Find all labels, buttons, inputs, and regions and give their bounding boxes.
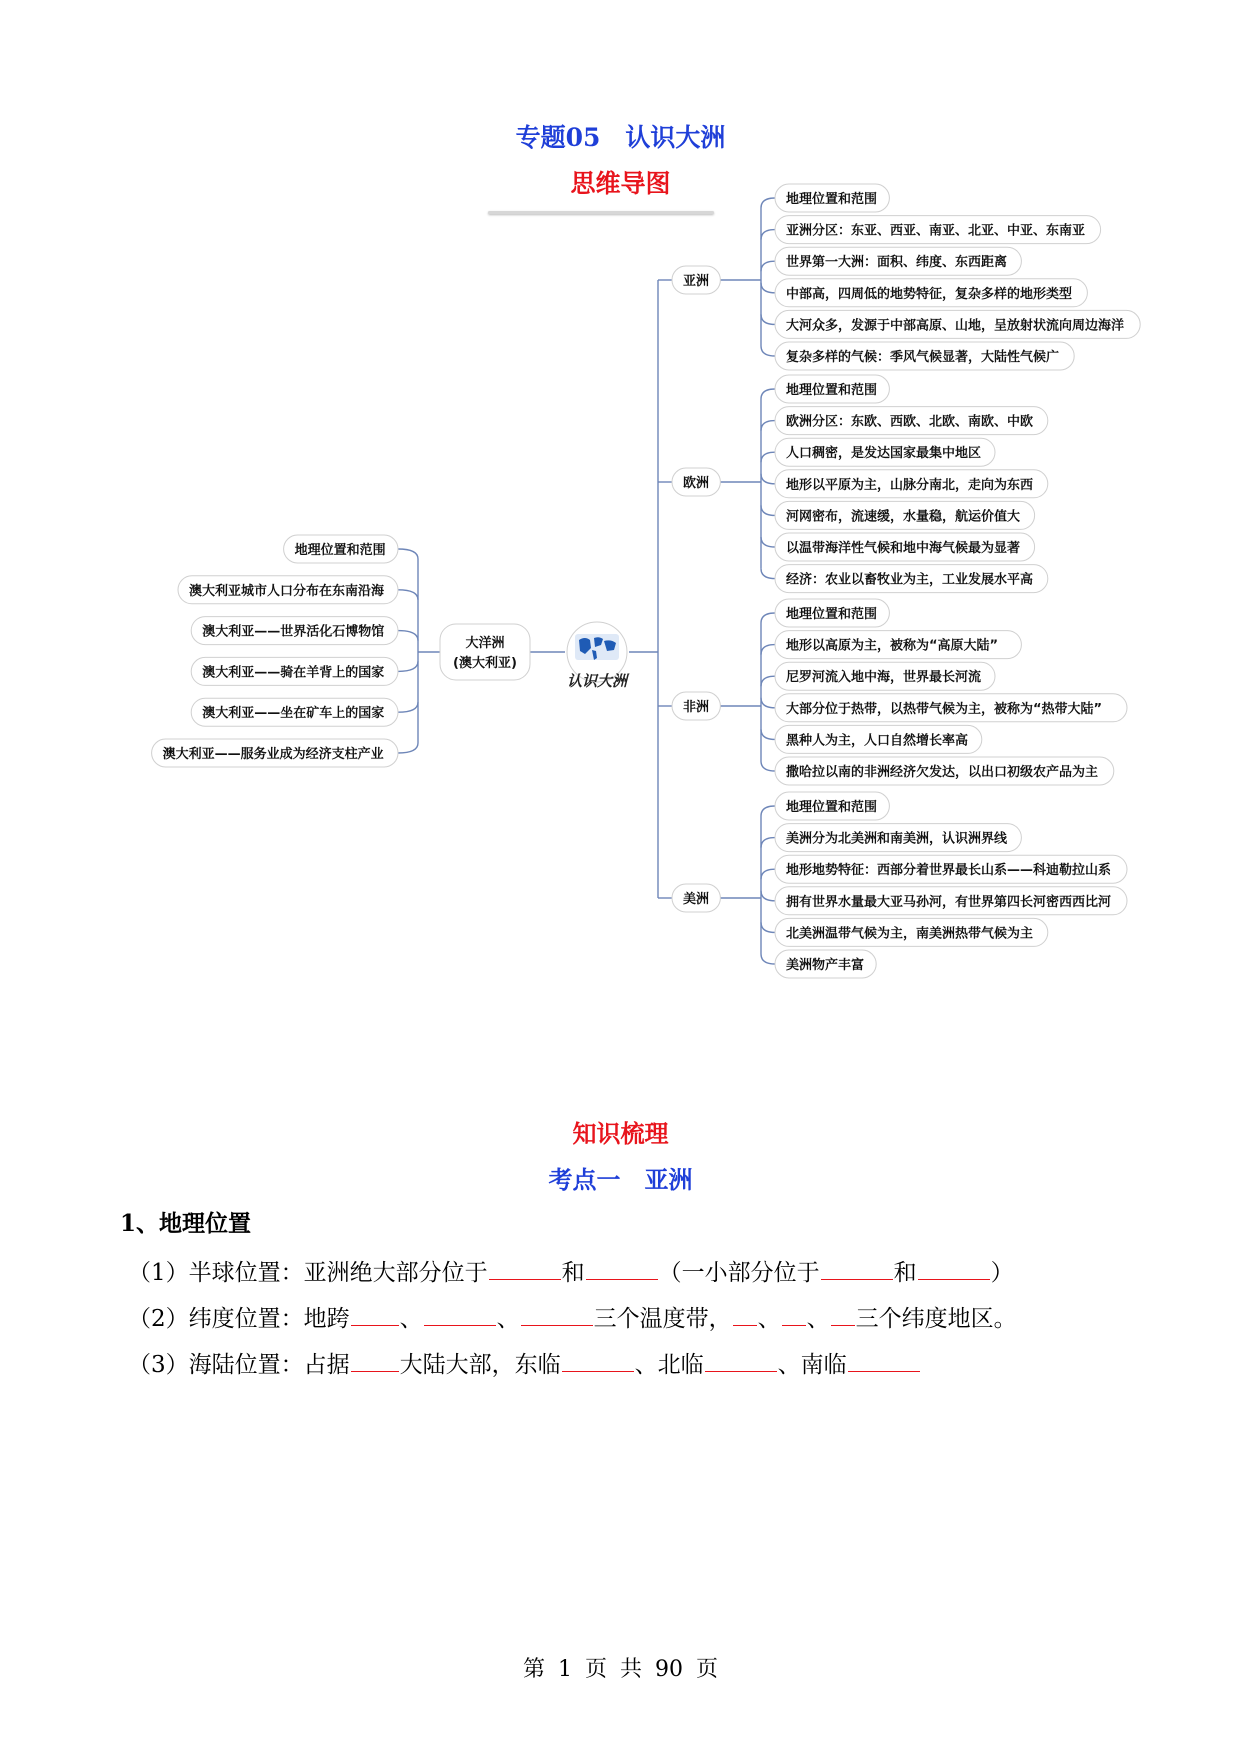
topic-node bbox=[775, 694, 1127, 722]
topic-node-label: 北美洲温带气候为主，南美洲热带气候为主 bbox=[786, 926, 1034, 942]
topic-node-label: 世界第一大洲：面积、纬度、东西距离 bbox=[786, 255, 1008, 271]
topic-node bbox=[775, 631, 1021, 659]
topic-node bbox=[775, 279, 1087, 307]
topic-node bbox=[775, 824, 1021, 852]
topic-node bbox=[775, 470, 1048, 498]
page-footer: 第 1 页 共 90 页 bbox=[523, 1657, 718, 1682]
topic-node bbox=[775, 757, 1114, 785]
question-1: （1）半球位置：亚洲绝大部分位于 和 （一小部分位于 和 ） bbox=[128, 1254, 1014, 1287]
topic-node bbox=[775, 247, 1021, 275]
topic-node-label: 地理位置和范围 bbox=[786, 383, 878, 398]
topic-node-label: 大河众多，发源于中部高原、山地，呈放射状流向周边海洋 bbox=[786, 318, 1125, 334]
topic-node bbox=[775, 501, 1035, 529]
answer-blank[interactable] bbox=[351, 1349, 399, 1372]
continent-node bbox=[672, 692, 720, 720]
answer-blank[interactable] bbox=[521, 1303, 593, 1326]
topic-node-label: 拥有世界水量最大亚马孙河，有世界第四长河密西西比河 bbox=[786, 894, 1112, 910]
page-subtitle: 思维导图 bbox=[570, 169, 671, 198]
topic-node bbox=[284, 535, 398, 563]
oceania-label-line1: 大洋洲 bbox=[465, 636, 505, 651]
topic-node-label: 中部高，四周低的地势特征，复杂多样的地形类型 bbox=[786, 286, 1073, 302]
topic-node bbox=[191, 617, 398, 645]
topic-node bbox=[775, 310, 1140, 338]
continent-node-label: 欧洲 bbox=[683, 476, 710, 491]
mind-map-root-label: 认识大洲 bbox=[566, 672, 628, 690]
topic-node-label: 欧洲分区：东欧、西欧、北欧、南欧、中欧 bbox=[786, 414, 1034, 430]
topic-node-label: 美洲分为北美洲和南美洲，认识洲界线 bbox=[786, 831, 1008, 847]
topic-node bbox=[775, 565, 1048, 593]
topic-node bbox=[775, 855, 1127, 883]
topic-node-label: 地形以高原为主，被称为“高原大陆” bbox=[786, 638, 999, 654]
topic-node-label: 澳大利亚——服务业成为经济支柱产业 bbox=[162, 747, 384, 762]
answer-blank[interactable] bbox=[831, 1303, 855, 1326]
globe-icon bbox=[575, 634, 619, 660]
continent-node-label: 非洲 bbox=[683, 700, 710, 715]
topic-node-label: 地形地势特征：西部分着世界最长山系——科迪勒拉山系 bbox=[786, 863, 1112, 879]
topic-node-label: 澳大利亚——坐在矿车上的国家 bbox=[202, 706, 385, 722]
topic-node bbox=[775, 342, 1074, 370]
answer-blank[interactable] bbox=[848, 1349, 920, 1372]
topic-node-label: 人口稠密，是发达国家最集中地区 bbox=[786, 446, 982, 462]
subsection-heading: 1、地理位置 bbox=[120, 1210, 252, 1237]
mind-map-root bbox=[567, 622, 630, 690]
answer-blank[interactable] bbox=[782, 1303, 806, 1326]
topic-node-label: 黑种人为主，人口自然增长率高 bbox=[786, 733, 969, 749]
topic-node bbox=[775, 950, 876, 978]
answer-blank[interactable] bbox=[586, 1257, 658, 1280]
answer-blank[interactable] bbox=[821, 1257, 893, 1280]
topic-node bbox=[191, 698, 398, 726]
topic-node-label: 地理位置和范围 bbox=[786, 192, 878, 207]
topic-node-label: 撒哈拉以南的非洲经济欠发达，以出口初级农产品为主 bbox=[786, 765, 1099, 780]
continent-node-oceania bbox=[440, 624, 530, 680]
topic-node-label: 澳大利亚城市人口分布在东南沿海 bbox=[189, 583, 385, 599]
topic-node bbox=[775, 216, 1101, 244]
topic-node bbox=[152, 739, 398, 767]
topic-node bbox=[178, 576, 398, 604]
continent-node-label: 美洲 bbox=[683, 892, 710, 907]
topic-node-label: 河网密布，流速缓，水量稳，航运价值大 bbox=[786, 509, 1021, 525]
topic-node-label: 复杂多样的气候：季风气候显著，大陆性气候广 bbox=[786, 350, 1060, 365]
continent-node bbox=[672, 468, 720, 496]
topic-node bbox=[775, 375, 889, 403]
continent-node-label: 亚洲 bbox=[683, 274, 710, 289]
topic-node bbox=[775, 533, 1035, 561]
answer-blank[interactable] bbox=[733, 1303, 757, 1326]
topic-node bbox=[775, 407, 1048, 435]
topic-node-label: 澳大利亚——骑在羊背上的国家 bbox=[202, 665, 385, 681]
question-2: （2）纬度位置：地跨 、 、 三个温度带， 、 、 三个纬度地区。 bbox=[128, 1300, 1017, 1333]
answer-blank[interactable] bbox=[489, 1257, 561, 1280]
topic-node-label: 以温带海洋性气候和地中海气候最为显著 bbox=[786, 541, 1021, 556]
topic-node-label: 美洲物产丰富 bbox=[786, 958, 865, 973]
answer-blank[interactable] bbox=[562, 1349, 634, 1372]
topic-node bbox=[191, 657, 398, 685]
question-3: （3）海陆位置：占据 大陆大部，东临 、北临 、南临 bbox=[128, 1346, 921, 1379]
topic-node bbox=[775, 792, 889, 820]
topic-node-label: 大部分位于热带，以热带气候为主，被称为“热带大陆” bbox=[786, 701, 1103, 717]
answer-blank[interactable] bbox=[918, 1257, 990, 1280]
topic-node-label: 澳大利亚——世界活化石博物馆 bbox=[202, 624, 385, 640]
topic-node-label: 经济：农业以畜牧业为主，工业发展水平高 bbox=[786, 572, 1034, 588]
topic-node bbox=[775, 438, 995, 466]
section-title-point: 考点一 亚洲 bbox=[548, 1165, 693, 1194]
topic-node bbox=[775, 918, 1048, 946]
topic-node bbox=[775, 725, 982, 753]
answer-blank[interactable] bbox=[424, 1303, 496, 1326]
topic-node-label: 地理位置和范围 bbox=[294, 543, 386, 558]
topic-node-label: 地理位置和范围 bbox=[786, 800, 878, 815]
topic-node bbox=[775, 184, 889, 212]
mind-map bbox=[0, 192, 1241, 1100]
page-title: 专题05 认识大洲 bbox=[515, 123, 726, 152]
topic-node-label: 地形以平原为主，山脉分南北，走向为东西 bbox=[786, 477, 1034, 493]
answer-blank[interactable] bbox=[705, 1349, 777, 1372]
topic-node bbox=[775, 599, 889, 627]
topic-node-label: 地理位置和范围 bbox=[786, 607, 878, 622]
section-title-knowledge: 知识梳理 bbox=[572, 1119, 669, 1148]
oceania-label-line2: (澳大利亚) bbox=[453, 656, 517, 671]
topic-node bbox=[775, 662, 995, 690]
answer-blank[interactable] bbox=[351, 1303, 399, 1326]
continent-node bbox=[672, 266, 720, 294]
topic-node-label: 尼罗河流入地中海，世界最长河流 bbox=[786, 670, 982, 686]
topic-node bbox=[775, 887, 1127, 915]
continent-node bbox=[672, 884, 720, 912]
topic-node-label: 亚洲分区：东亚、西亚、南亚、北亚、中亚、东南亚 bbox=[786, 223, 1086, 239]
